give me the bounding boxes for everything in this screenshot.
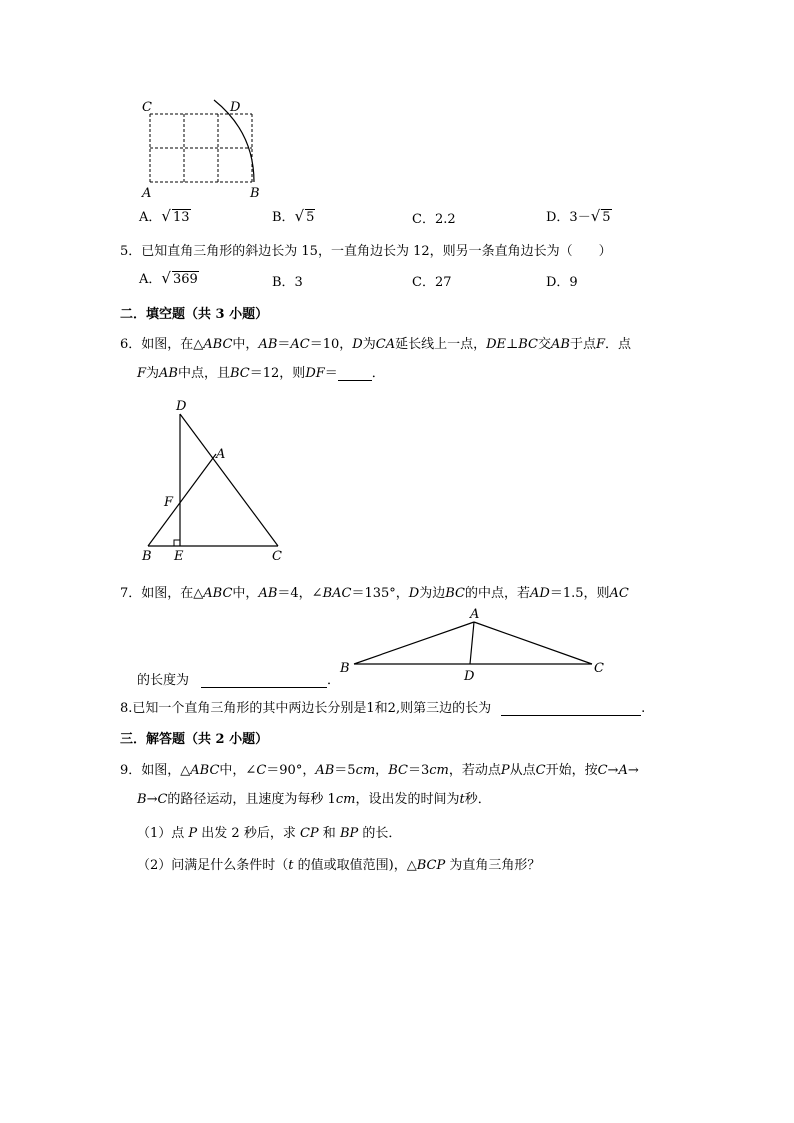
- q9-subquestion-1: （1）点 P 出发 2 秒后，求 CP 和 BP 的长．: [137, 826, 402, 841]
- q7-label-B: B: [340, 661, 350, 676]
- q6-line1: 6．如图，在△ABC中，AB＝AC＝10，D为CA延长线上一点，DE⊥BC交AB于点F．点: [120, 337, 632, 352]
- q6-label-A: A: [216, 447, 226, 462]
- q4-option-B: B．√ 5: [272, 207, 315, 225]
- q4-label-A: A: [142, 186, 152, 200]
- q6-side-DC: [180, 414, 278, 546]
- q7-figure: [336, 604, 616, 682]
- q7-label-C: C: [594, 661, 604, 676]
- q6-right-angle-mark: [174, 540, 180, 546]
- q7-line2: 的长度为 ．: [137, 673, 341, 688]
- q5-stem: 5．已知直角三角形的斜边长为 15，一直角边长为 12，则另一条直角边长为（ ）: [120, 244, 612, 259]
- q6-side-BA: [148, 454, 216, 546]
- q6-label-C: C: [272, 549, 282, 564]
- q4-option-D: D．3－√ 5: [546, 207, 611, 225]
- q7-side-AB: [354, 622, 474, 664]
- q6-label-B: B: [142, 549, 152, 564]
- q7-side-AC: [474, 622, 592, 664]
- q4-label-C: C: [142, 100, 152, 115]
- q5-option-B: B．3: [272, 275, 303, 290]
- q4-figure: [136, 94, 266, 200]
- q4-label-D: D: [230, 100, 241, 115]
- q5-option-C: C．27: [412, 275, 452, 290]
- q8-answer-blank[interactable]: [501, 701, 641, 716]
- q5-option-A: A．√ 369: [139, 269, 198, 287]
- q7-label-D: D: [464, 669, 475, 682]
- q7-label-A: A: [470, 607, 480, 622]
- q6-label-E: E: [174, 549, 184, 564]
- q7-line1: 7．如图，在△ABC中，AB＝4，∠BAC＝135°，D为边BC的中点，若AD＝1.5，则AC: [120, 586, 629, 601]
- q6-label-F: F: [164, 495, 174, 510]
- q9-line1: 9．如图，△ABC中，∠C＝90°，AB＝5cm，BC＝3cm，若动点P从点C开始，按C→A→: [120, 763, 639, 778]
- q4-option-A: A．√ 13: [139, 207, 190, 225]
- q9-subquestion-2: （2）问满足什么条件时（t 的值或取值范围)，△BCP 为直角三角形？: [137, 858, 541, 873]
- q4-option-C: C．2.2: [412, 212, 456, 227]
- q9-line2: B→C的路径运动，且速度为每秒 1cm，设出发的时间为t秒．: [137, 792, 491, 807]
- q7-segment-AD: [470, 622, 474, 664]
- q7-answer-blank[interactable]: [201, 673, 327, 688]
- q4-label-B: B: [250, 186, 260, 200]
- q8-line: 8.已知一个直角三角形的其中两边长分别是1和2,则第三边的长为 .: [120, 701, 646, 716]
- section2-title: 二．填空题（共 3 小题）: [120, 307, 269, 322]
- q6-line2: F为AB中点，且BC＝12，则DF＝ ．: [137, 366, 385, 381]
- q6-answer-blank[interactable]: [338, 366, 372, 381]
- q6-label-D: D: [176, 399, 187, 414]
- q6-figure: [138, 396, 298, 566]
- q5-option-D: D．9: [546, 275, 578, 290]
- section3-title: 三．解答题（共 2 小题）: [120, 732, 269, 747]
